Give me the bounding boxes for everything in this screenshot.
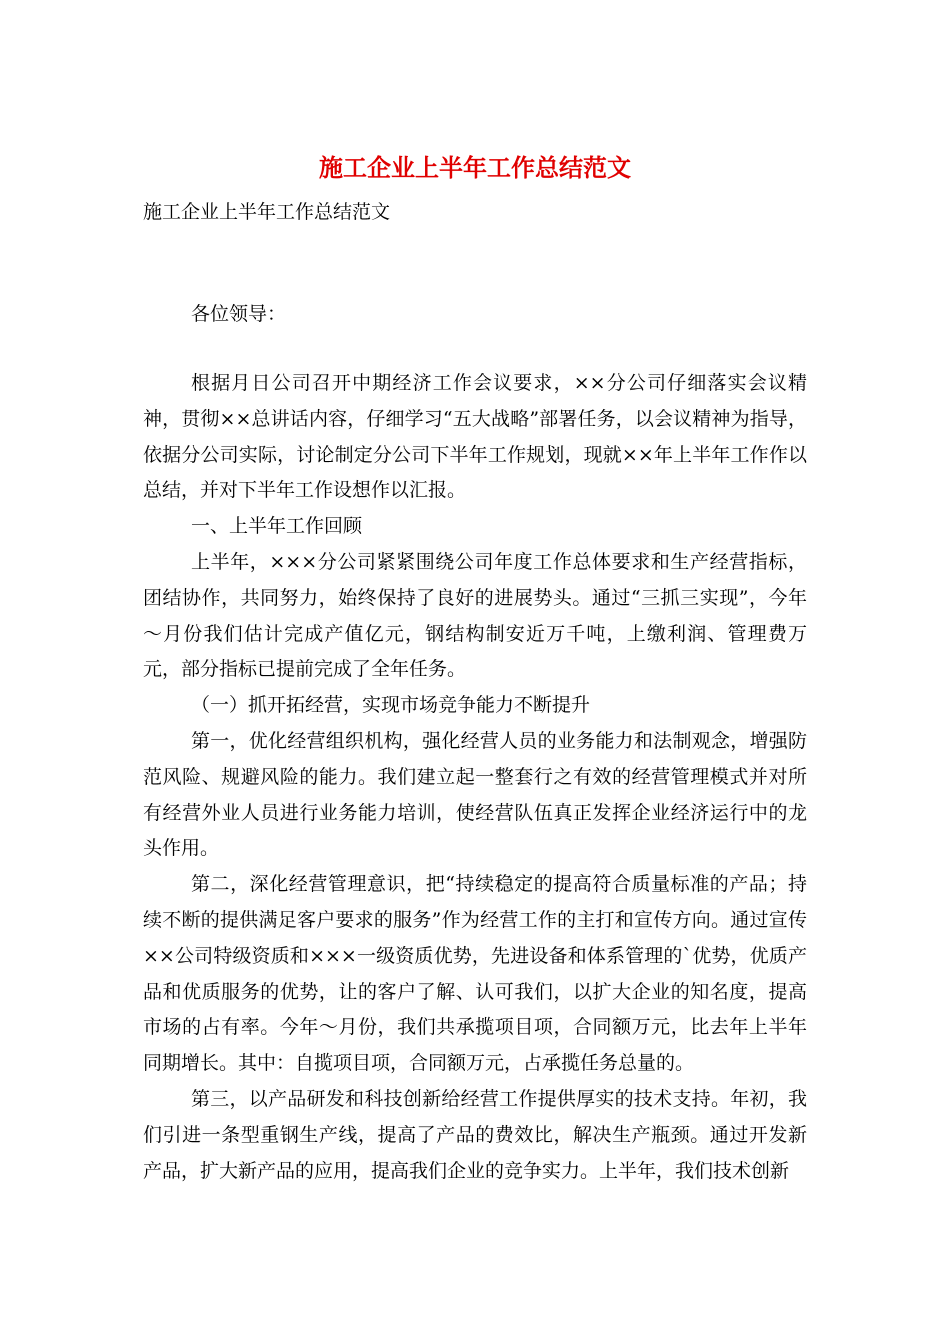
paragraph-review: 上半年，×××分公司紧紧围绕公司年度工作总体要求和生产经营指标，团结协作，共同努力，始终保持了良好的进展势头。通过“三抓三实现”，今年～月份我们估计完成产值亿元，钢结构制安近万千吨，上缴利润、管理费万元，部分指标已提前完成了全年任务。 <box>143 550 807 681</box>
greeting: 各位领导： <box>191 303 287 325</box>
paragraph-first: 第一，优化经营组织机构，强化经营人员的业务能力和法制观念，增强防范风险、规避风险的能力。我们建立起一整套行之有效的经营管理模式并对所有经营外业人员进行业务能力培训，使经营队伍真正发挥企业经济运行中的龙头作用。 <box>143 729 807 860</box>
document-title: 施工企业上半年工作总结范文 <box>319 153 631 182</box>
document-body <box>143 366 807 1189</box>
document-subtitle: 施工企业上半年工作总结范文 <box>143 201 391 223</box>
paragraph-intro: 根据月日公司召开中期经济工作会议要求，××分公司仔细落实会议精神，贯彻××总讲话内容，仔细学习“五大战略”部署任务，以会议精神为指导，依据分公司实际，讨论制定分公司下半年工作规划，现就××年上半年工作作以总结，并对下半年工作设想作以汇报。 <box>143 372 807 502</box>
paragraph-second: 第二，深化经营管理意识，把“持续稳定的提高符合质量标准的产品；持续不断的提供满足客户要求的服务”作为经营工作的主打和宣传方向。通过宣传××公司特级资质和×××一级资质优势，先进设备和体系管理的`优势，优质产品和优质服务的优势，让的客户了解、认可我们，以扩大企业的知名度，提高市场的占有率。今年～月份，我们共承揽项目项，合同额万元，比去年上半年同期增长。其中：自揽项目项，合同额万元，占承揽任务总量的。 <box>143 873 807 1075</box>
section-heading: 一、上半年工作回顾 <box>191 515 363 538</box>
subsection-heading: （一）抓开拓经营，实现市场竞争能力不断提升 <box>191 694 591 717</box>
paragraph-third: 第三，以产品研发和科技创新给经营工作提供厚实的技术支持。年初，我们引进一条型重钢生产线，提高了产品的费效比，解决生产瓶颈。通过开发新产品，扩大新产品的应用，提高我们企业的竞争实力。上半年，我们技术创新 <box>143 1087 807 1182</box>
